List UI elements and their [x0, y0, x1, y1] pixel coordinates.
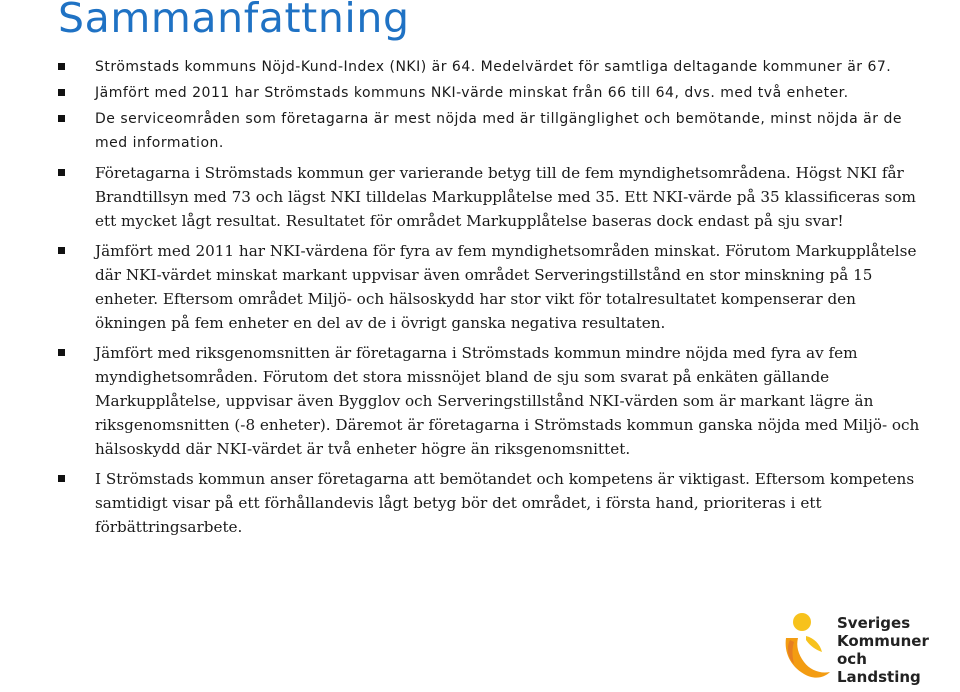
- list-item: [58, 161, 928, 233]
- list-item-text: Jämfört med 2011 har NKI-värdena för fyra av fem myndighetsområden minskat. Förutom Markupplåtelse där NKI-värdet minskat markant uppvisar även området Serveringstillstånd en stor minskning på 15 enheter. Eftersom området Miljö- och hälsoskydd har stor vikt för totalresultatet kompenserar den ökningen på fem enheter en del av de i övrigt ganska negativa resultaten.: [95, 242, 917, 332]
- square-bullet-icon: [58, 89, 65, 96]
- skl-figure-icon: [780, 608, 836, 686]
- list-item: [58, 81, 928, 105]
- square-bullet-icon: [58, 475, 65, 482]
- list-item-text: De serviceområden som företagarna är mest nöjda med är tillgänglighet och bemötande, minst nöjda är de med information.: [95, 111, 902, 151]
- logo-head-shape: [793, 613, 811, 631]
- square-bullet-icon: [58, 63, 65, 70]
- list-item: [58, 341, 928, 461]
- logo-line-1: Sveriges: [837, 614, 911, 632]
- logo-line-3: och Landsting: [837, 650, 921, 686]
- page-title: Sammanfattning: [58, 0, 410, 42]
- square-bullet-icon: [58, 169, 65, 176]
- list-item: [58, 107, 928, 155]
- logo-line-2: Kommuner: [837, 632, 929, 650]
- skl-logo: [780, 608, 950, 686]
- square-bullet-icon: [58, 115, 65, 122]
- list-item-text: Jämfört med riksgenomsnitten är företagarna i Strömstads kommun mindre nöjda med fyra av fem myndighetsområden. Förutom det stora missnöjet bland de sju som svarat på enkäten gällande Markupplåtelse, uppvisar även Bygglov och Serveringstillstånd NKI-värden som är markant lägre än riksgenomsnitten (-8 enheter). Däremot är företagarna i Strömstads kommun ganska nöjda med Miljö- och hälsoskydd där NKI-värdet är två enheter högre än riksgenomsnittet.: [95, 344, 920, 458]
- square-bullet-icon: [58, 349, 65, 356]
- list-item-text: I Strömstads kommun anser företagarna att bemötandet och kompetens är viktigast. Eftersom kompetens samtidigt visar på ett förhållandevis lågt betyg bör det området, i första hand, prioriteras i ett förbättringsarbete.: [95, 470, 915, 536]
- square-bullet-icon: [58, 247, 65, 254]
- logo-text: [837, 614, 950, 686]
- list-item-text: Företagarna i Strömstads kommun ger varierande betyg till de fem myndighetsområdena. Högst NKI får Brandtillsyn med 73 och lägst NKI tilldelas Markupplåtelse med 35. Ett NKI-värde på 35 klassificeras som ett mycket lågt resultat. Resultatet för området Markupplåtelse baseras dock endast på sju svar!: [95, 164, 916, 230]
- list-item: [58, 239, 928, 335]
- list-item-text: Jämfört med 2011 har Strömstads kommuns NKI-värde minskat från 66 till 64, dvs. med två enheter.: [95, 85, 849, 101]
- list-item: [58, 55, 928, 79]
- list-item-text: Strömstads kommuns Nöjd-Kund-Index (NKI) är 64. Medelvärdet för samtliga deltagande kommuner är 67.: [95, 59, 892, 75]
- logo-arm-shape: [806, 636, 822, 652]
- list-item: [58, 467, 928, 539]
- summary-list: [58, 55, 928, 541]
